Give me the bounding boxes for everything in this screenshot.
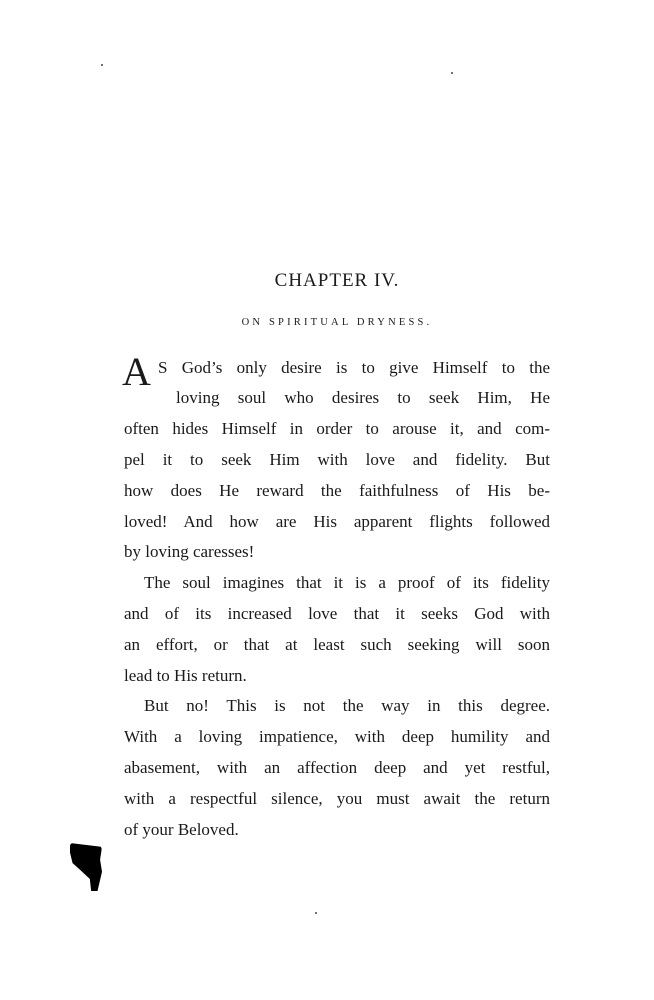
- page-speck: [315, 912, 317, 914]
- text-line: with a respectful silence, you must await the return: [124, 789, 550, 808]
- text-line: an effort, or that at least such seeking will soon: [124, 635, 550, 654]
- text-line: loving soul who desires to seek Him, He: [176, 388, 550, 407]
- text-line: S God’s only desire is to give Himself to the: [158, 358, 550, 377]
- text-line: of your Beloved.: [124, 820, 239, 839]
- text-line: and of its increased love that it seeks God with: [124, 604, 550, 623]
- text-line: how does He reward the faithfulness of His be-: [124, 481, 550, 500]
- chapter-title: CHAPTER IV.: [274, 270, 400, 291]
- text-line: by loving caresses!: [124, 542, 255, 561]
- text-line: often hides Himself in order to arouse it, and com-: [124, 419, 550, 438]
- text-line: pel it to seek Him with love and fidelity. But: [124, 450, 550, 469]
- text-line: The soul imagines that it is a proof of its fidelity: [144, 573, 550, 592]
- text-line: lead to His return.: [124, 666, 247, 685]
- text-line: With a loving impatience, with deep humility and: [124, 727, 550, 746]
- ink-blot: [70, 843, 102, 891]
- text-line: loved! And how are His apparent flights followed: [124, 512, 550, 531]
- page-speck: [451, 72, 453, 74]
- chapter-subtitle: ON SPIRITUAL DRYNESS.: [241, 317, 433, 328]
- text-line: abasement, with an affection deep and yet restful,: [124, 758, 550, 777]
- page-speck: [101, 64, 103, 66]
- drop-cap: A: [122, 349, 151, 394]
- text-line: But no! This is not the way in this degree.: [144, 696, 550, 715]
